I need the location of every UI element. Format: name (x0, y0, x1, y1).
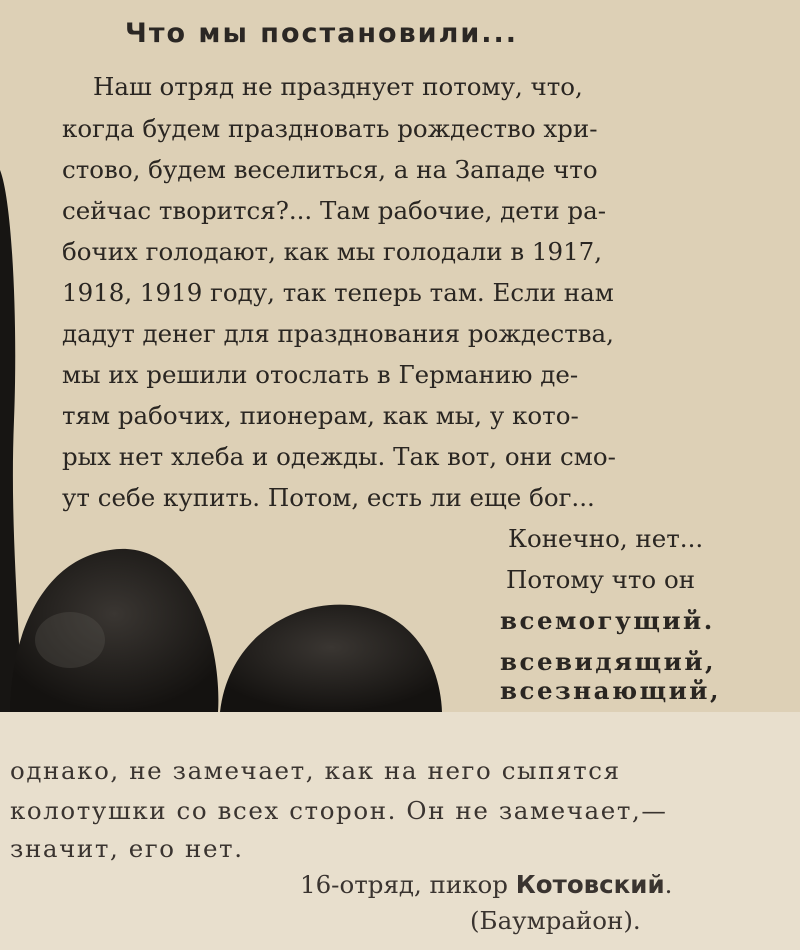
article-title: Что мы постановили... (125, 18, 519, 49)
text-line: колотушки со всех сторон. Он не замечает,— (10, 796, 668, 825)
text-line: значит, его нет. (10, 834, 244, 863)
text-line-right: Потому что он (506, 565, 696, 594)
text-line: дадут денег для празднования рождества, (62, 319, 614, 348)
text-line: сейчас творится?... Там рабочие, дети ра- (62, 196, 607, 225)
text-line-right: всевидящий, (500, 647, 717, 676)
text-line: ут себе купить. Потом, есть ли еще бог... (62, 483, 595, 512)
author-name: Котовский (515, 870, 665, 899)
newspaper-clipping-bottom (0, 712, 800, 950)
text-line: 1918, 1919 году, так теперь там. Если нам (62, 278, 614, 307)
text-line-right: всезнающий, (500, 676, 721, 705)
text-line-right: Конечно, нет... (508, 524, 704, 553)
signature-suffix: . (664, 870, 673, 899)
text-line: Наш отряд не празднует потому, что, (93, 72, 583, 101)
text-line: тям рабочих, пионерам, как мы, у кото- (62, 401, 579, 430)
signature-prefix: 16-отряд, пикор (300, 870, 516, 899)
signature-line (300, 870, 672, 899)
text-line: рых нет хлеба и одежды. Так вот, они смо- (62, 442, 616, 471)
text-line: мы их решили отослать в Германию де- (62, 360, 579, 389)
text-line: когда будем праздновать рождество хри- (62, 114, 598, 143)
text-line: бочих голодают, как мы голодали в 1917, (62, 237, 603, 266)
text-line-right: всемогущий. (500, 606, 715, 635)
text-line: однако, не замечает, как на него сыпятся (10, 756, 621, 785)
text-line: стово, будем веселиться, а на Западе что (62, 155, 598, 184)
district-line: (Баумрайон). (470, 906, 641, 935)
